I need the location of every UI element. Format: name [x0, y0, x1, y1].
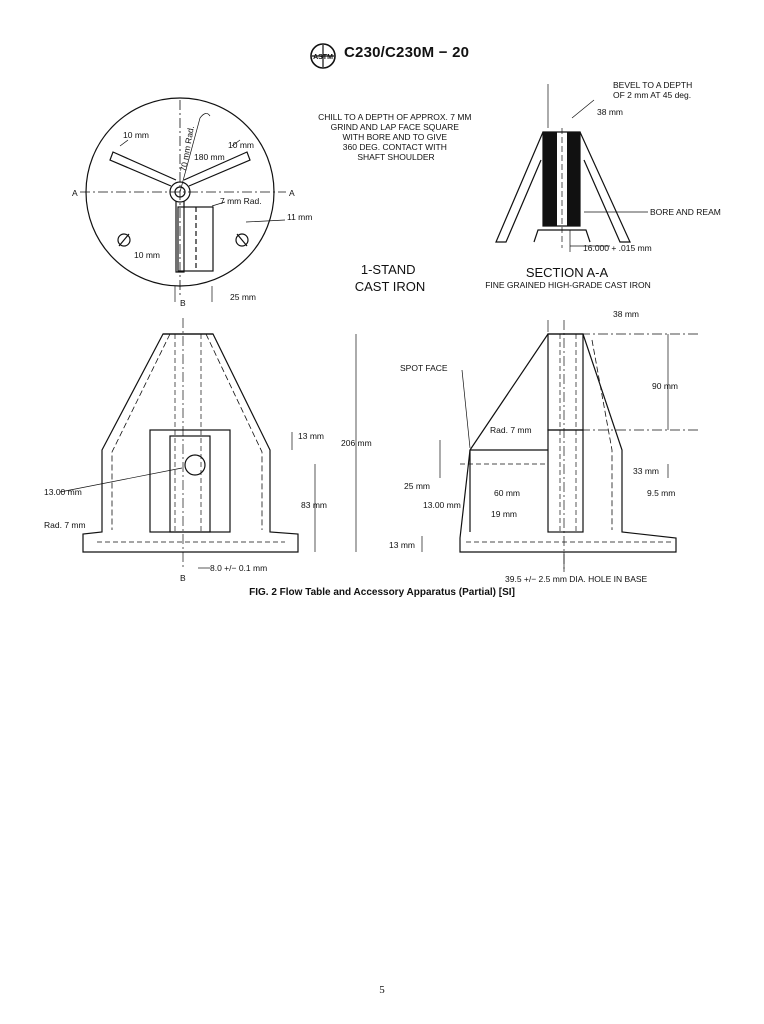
front-dim-83mm: 83 mm — [301, 500, 327, 510]
bevel-note — [613, 80, 695, 100]
side-rad-7mm: Rad. 7 mm — [490, 425, 532, 435]
top-dim-10mm-bottom: 10 mm — [134, 250, 160, 260]
chill-note-line-5: SHAFT SHOULDER — [357, 152, 435, 162]
front-rad-7mm: Rad. 7 mm — [44, 520, 86, 530]
chill-note-line-3: WITH BORE AND TO GIVE — [342, 132, 448, 142]
side-dim-13-00mm: 13.00 mm — [423, 500, 461, 510]
spot-face-label: SPOT FACE — [400, 363, 448, 373]
top-dim-180mm: 180 mm — [194, 152, 225, 162]
document-id: C230/C230M − 20 — [344, 44, 470, 61]
side-dim-38mm: 38 mm — [613, 309, 639, 319]
side-dim-90mm: 90 mm — [652, 381, 678, 391]
top-section-a-left: A — [72, 188, 78, 198]
front-view — [60, 318, 356, 568]
top-dim-70mm-rad: 70 mm Rad. — [178, 125, 197, 173]
top-dim-25mm: 25 mm — [230, 292, 256, 302]
front-section-b: B — [180, 573, 186, 583]
front-dim-13mm: 13 mm — [298, 431, 324, 441]
side-dim-60mm: 60 mm — [494, 488, 520, 498]
front-dim-13-00mm: 13.00 mm — [44, 487, 82, 497]
page-header — [0, 40, 764, 70]
astm-logo-icon — [308, 42, 338, 70]
top-dim-10mm-left: 10 mm — [123, 130, 149, 140]
stand-title — [355, 262, 426, 294]
chill-note-line-4: 360 DEG. CONTACT WITH — [342, 142, 447, 152]
top-dim-11mm: 11 mm — [287, 212, 313, 222]
section-dim-16000: 16.000 + .015 mm — [583, 243, 652, 253]
side-dim-33mm: 33 mm — [633, 466, 659, 476]
chill-note-line-2: GRIND AND LAP FACE SQUARE — [330, 122, 459, 132]
section-subtitle: FINE GRAINED HIGH-GRADE CAST IRON — [485, 280, 651, 290]
side-dim-19mm: 19 mm — [491, 509, 517, 519]
bevel-note-line-1: BEVEL TO A DEPTH — [613, 80, 693, 90]
figure-caption: FIG. 2 Flow Table and Accessory Apparatus (Partial) [SI] — [249, 587, 515, 598]
front-dim-8-0: 8.0 +/− 0.1 mm — [210, 563, 268, 573]
chill-note — [318, 112, 474, 162]
side-dim-25mm: 25 mm — [404, 481, 430, 491]
stand-title-line-2: CAST IRON — [354, 279, 426, 294]
top-section-b: B — [180, 298, 186, 308]
svg-text:ASTM: ASTM — [313, 54, 333, 61]
section-hatch-left — [543, 132, 557, 226]
technical-drawing — [0, 70, 764, 600]
top-dim-7mm-rad: 7 mm Rad. — [220, 196, 262, 206]
section-title: SECTION A-A — [525, 265, 609, 280]
page-number: 5 — [379, 984, 385, 996]
side-view — [422, 320, 700, 572]
bore-and-ream-label: BORE AND REAM — [650, 207, 721, 217]
front-dim-206mm: 206 mm — [341, 438, 372, 448]
hole-note: 39.5 +/− 2.5 mm DIA. HOLE IN BASE — [505, 574, 648, 584]
chill-note-line-1: CHILL TO A DEPTH OF APPROX. 7 MM — [318, 112, 472, 122]
top-section-a-right: A — [289, 188, 295, 198]
stand-title-line-1: 1-STAND — [360, 262, 416, 277]
top-dim-10mm-right: 10 mm — [228, 140, 254, 150]
section-dim-38mm: 38 mm — [597, 107, 623, 117]
side-dim-13mm: 13 mm — [389, 540, 415, 550]
bevel-note-line-2: OF 2 mm AT 45 deg. — [613, 90, 692, 100]
side-dim-9-5mm: 9.5 mm — [647, 488, 676, 498]
section-hatch-right — [567, 132, 580, 226]
